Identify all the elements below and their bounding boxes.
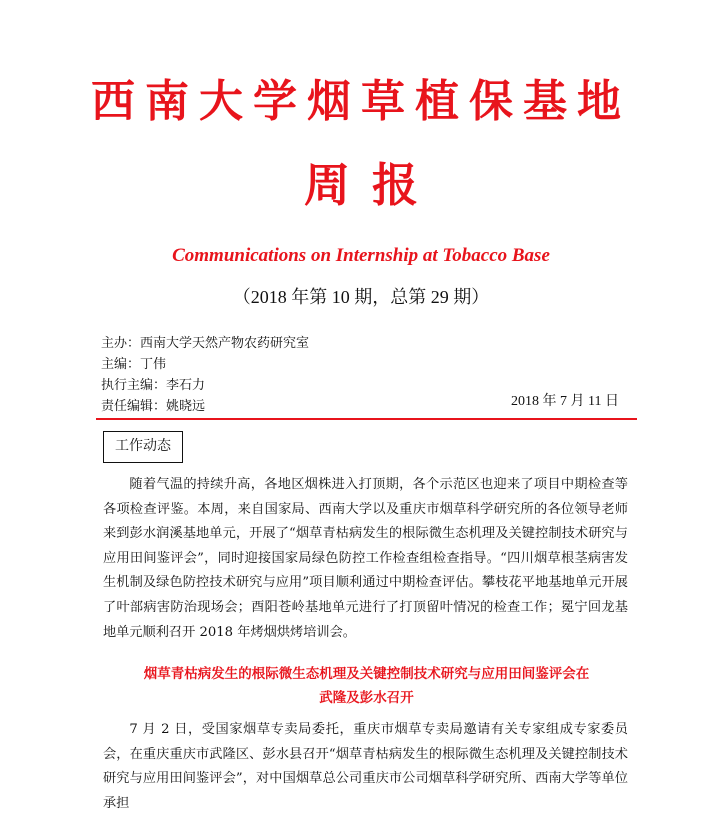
work-summary-paragraph: 随着气温的持续升高，各地区烟株进入打顶期，各个示范区也迎来了项目中期检查等各项检查评鉴。本周，来自国家局、西南大学以及重庆市烟草科学研究所的各位领导老师来到彭水润溪基地单元，开展了“烟草青枯病发生的根际微生态机理及关键控制技术研究与应用田间鉴评会”，同时迎接国家局绿色防控工作检查组检查指导。“四川烟草根茎病害发生机制及绿色防控技术研究与应用”项目顺利通过中期检查评估。攀枝花平地基地单元开展了叶部病害防治现场会；酉阳苍岭基地单元进行了打顶留叶情况的检查工作；冕宁回龙基地单元顺利召开 2018 年烤烟烘烤培训会。 <box>103 477 628 640</box>
masthead-meta <box>101 333 309 417</box>
news-heading-line-2: 武隆及彭水召开 <box>319 690 414 706</box>
editor-line: 主编：丁伟 <box>101 357 167 372</box>
masthead-subtitle: 周报 <box>304 158 440 212</box>
news-paragraph: 7 月 2 日，受国家烟草专卖局委托，重庆市烟草专卖局邀请有关专家组成专家委员会，在重庆重庆市武隆区、彭水县召开“烟草青枯病发生的根际微生态机理及关键控制技术研究与应用田间鉴评会”，对中国烟草总公司重庆市公司烟草科学研究所、西南大学等单位承担 <box>103 722 628 811</box>
sponsor-line: 主办：西南大学天然产物农药研究室 <box>101 336 310 351</box>
section-label-box: 工作动态 <box>103 431 183 463</box>
news-heading-line-1: 烟草青枯病发生的根际微生态机理及关键控制技术研究与应用田间鉴评会在 <box>143 666 590 682</box>
news-heading <box>96 662 637 710</box>
responsible-editor-line: 责任编辑：姚晓远 <box>101 399 206 414</box>
publish-date: 2018 年 7 月 11 日 <box>511 394 619 409</box>
english-title: Communications on Internship at Tobacco Base <box>172 245 550 266</box>
masthead-title: 西南大学烟草植保基地 <box>91 76 631 127</box>
issue-number: （2018 年第 10 期，总第 29 期） <box>232 287 490 307</box>
header-divider <box>96 418 637 420</box>
exec-editor-line: 执行主编：李石力 <box>101 378 206 393</box>
